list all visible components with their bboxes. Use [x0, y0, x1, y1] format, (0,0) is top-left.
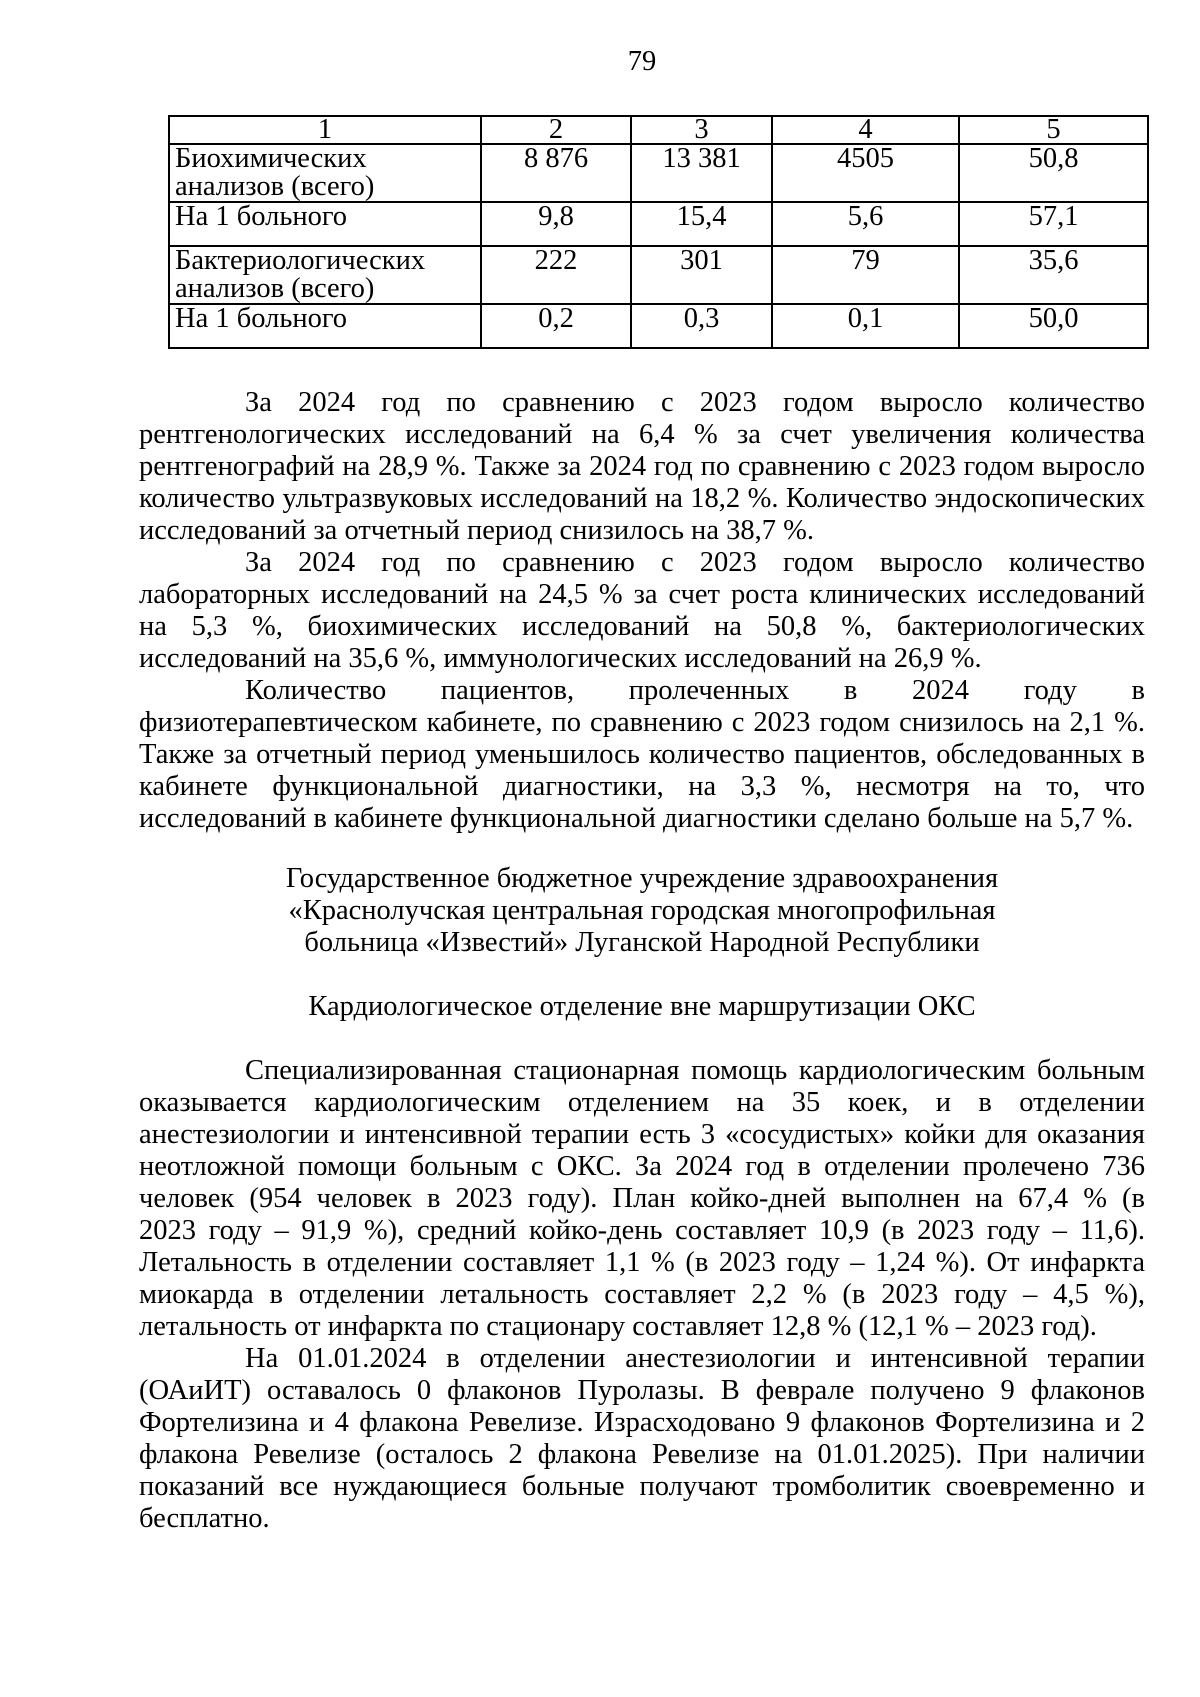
table-row: [169, 246, 1148, 304]
cell-value: 5,6: [772, 202, 959, 246]
cell-value: 9,8: [481, 202, 631, 246]
table-header-cell: 5: [959, 116, 1148, 144]
cell-value: 301: [631, 246, 772, 304]
cell-value: 222: [481, 246, 631, 304]
organization-heading: [139, 863, 1145, 959]
table-header-row: [169, 116, 1148, 144]
cell-value: 35,6: [959, 246, 1148, 304]
row-label: Биохимических анализов (всего): [169, 144, 481, 202]
organization-heading-line: Государственное бюджетное учреждение здравоохранения: [285, 863, 999, 894]
paragraph-thrombolytic: На 01.01.2024 в отделении анестезиологии и интенсивной терапии (ОАиИТ) оставалось 0 флаконов Пуролазы. В феврале получено 9 флаконов Фортелизина и 4 флакона Ревелизе. Израсходовано 9 флаконов Фортелизина и 2 флакона Ревелизе (осталось 2 флакона Ревелизе на 01.01.2025). При наличии показаний все нуждающиеся больные получают тромболитик своевременно и бесплатно.: [139, 1343, 1145, 1534]
row-label: Бактериологических анализов (всего): [169, 246, 481, 304]
cell-value: 0,1: [772, 304, 959, 348]
cell-value: 0,2: [481, 304, 631, 348]
section-heading: Кардиологическое отделение вне маршрутизации ОКС: [308, 991, 976, 1022]
cell-value: 50,0: [959, 304, 1148, 348]
cell-value: 0,3: [631, 304, 772, 348]
cell-value: 4505: [772, 144, 959, 202]
table-header-cell: 1: [169, 116, 481, 144]
cell-value: 15,4: [631, 202, 772, 246]
table-header-cell: 2: [481, 116, 631, 144]
table-row: [169, 144, 1148, 202]
cell-value: 13 381: [631, 144, 772, 202]
cell-value: 50,8: [959, 144, 1148, 202]
page-number: 79: [627, 46, 657, 77]
row-label: На 1 больного: [169, 202, 481, 246]
cell-value: 57,1: [959, 202, 1148, 246]
paragraph-cardiology: Специализированная стационарная помощь кардиологическим больным оказывается кардиологическим отделением на 35 коек, и в отделении анестезиологии и интенсивной терапии есть 3 «сосудистых» койки для оказания неотложной помощи больным с ОКС. За 2024 год в отделении пролечено 736 человек (954 человек в 2023 году). План койко-дней выполнен на 67,4 % (в 2023 году – 91,9 %), средний койко-день составляет 10,9 (в 2023 году – 11,6). Летальность в отделении составляет 1,1 % (в 2023 году – 1,24 %). От инфаркта миокарда в отделении летальность составляет 2,2 % (в 2023 году – 4,5 %), летальность от инфаркта по стационару составляет 12,8 % (12,1 % – 2023 год).: [139, 1055, 1145, 1342]
cell-value: 8 876: [481, 144, 631, 202]
table-row: [169, 304, 1148, 348]
paragraph-physio: Количество пациентов, пролеченных в 2024 году в физиотерапевтическом кабинете, по сравнению с 2023 годом снизилось на 2,1 %. Также за отчетный период уменьшилось количество пациентов, обследованных в кабинете функциональной диагностики, на 3,3 %, несмотря на то, что исследований в кабинете функциональной диагностики сделано больше на 5,7 %.: [139, 675, 1145, 834]
table-header-cell: 4: [772, 116, 959, 144]
organization-heading-line: «Краснолучская центральная городская многопрофильная: [288, 895, 996, 926]
row-label: На 1 больного: [169, 304, 481, 348]
paragraph-lab: За 2024 год по сравнению с 2023 годом выросло количество лабораторных исследований на 24,5 % за счет роста клинических исследований на 5,3 %, биохимических исследований на 50,8 %, бактериологических исследований на 35,6 %, иммунологических исследований на 26,9 %.: [139, 547, 1145, 674]
cell-value: 79: [772, 246, 959, 304]
table-row: [169, 202, 1148, 246]
lab-stats-table: [168, 115, 1149, 349]
paragraph-xray: За 2024 год по сравнению с 2023 годом выросло количество рентгенологических исследований на 6,4 % за счет увеличения количества рентгенографий на 28,9 %. Также за 2024 год по сравнению с 2023 годом выросло количество ультразвуковых исследований на 18,2 %. Количество эндоскопических исследований за отчетный период снизилось на 38,7 %.: [139, 387, 1145, 546]
organization-heading-line: больница «Известий» Луганской Народной Республики: [304, 927, 980, 958]
table-header-cell: 3: [631, 116, 772, 144]
